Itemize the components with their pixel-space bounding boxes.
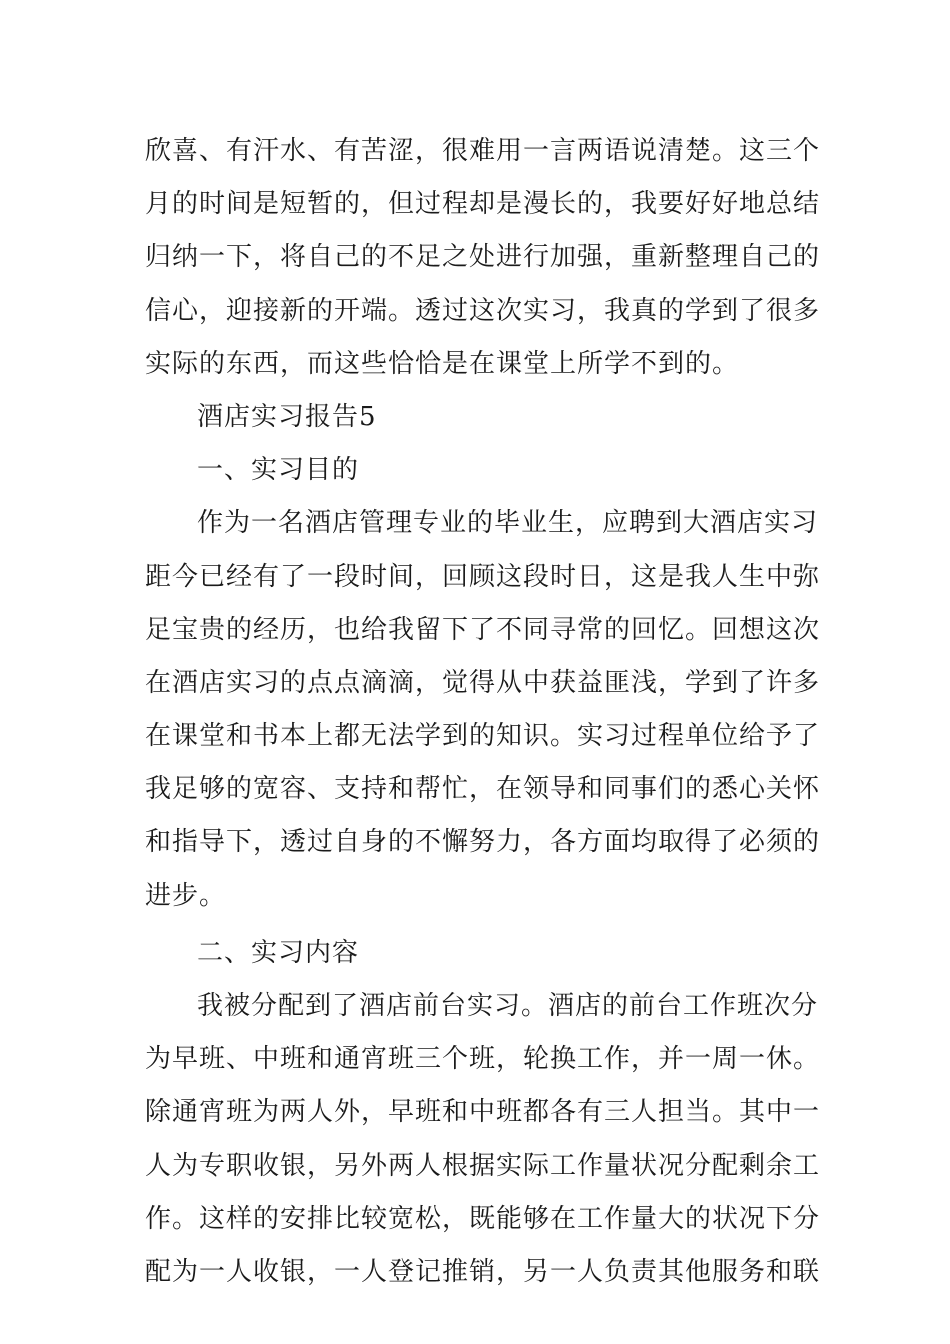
paragraph-line: 在课堂和书本上都无法学到的知识。实习过程单位给予了 — [145, 721, 821, 752]
paragraph-line: 月的时间是短暂的，但过程却是漫长的，我要好好地总结 — [145, 189, 821, 220]
paragraph-line: 人为专职收银，另外两人根据实际工作量状况分配剩余工 — [145, 1150, 821, 1181]
report-title: 酒店实习报告5 — [197, 401, 377, 432]
paragraph-line: 信心，迎接新的开端。透过这次实习，我真的学到了很多 — [145, 295, 821, 326]
paragraph-line: 足宝贵的经历，也给我留下了不同寻常的回忆。回想这次 — [145, 614, 821, 645]
paragraph-line: 我被分配到了酒店前台实习。酒店的前台工作班次分 — [197, 991, 819, 1021]
document-body — [145, 125, 821, 1299]
paragraph-line: 距今已经有了一段时间，回顾这段时日，这是我人生中弥 — [145, 561, 821, 592]
paragraph-line: 和指导下，透过自身的不懈努力，各方面均取得了必须的 — [145, 827, 821, 858]
paragraph-line: 配为一人收银，一人登记推销，另一人负责其他服务和联 — [145, 1256, 821, 1287]
paragraph-line: 我足够的宽容、支持和帮忙，在领导和同事们的悉心关怀 — [145, 774, 821, 805]
paragraph-line: 除通宵班为两人外，早班和中班都各有三人担当。其中一 — [145, 1097, 821, 1128]
section-heading-purpose: 一、实习目的 — [197, 455, 360, 486]
paragraph-line: 欣喜、有汗水、有苦涩，很难用一言两语说清楚。这三个 — [145, 136, 821, 166]
paragraph-line: 作。这样的安排比较宽松，既能够在工作量大的状况下分 — [145, 1203, 821, 1234]
section-heading-content: 二、实习内容 — [197, 937, 360, 968]
paragraph-line: 为早班、中班和通宵班三个班，轮换工作，并一周一休。 — [145, 1044, 821, 1075]
paragraph-line: 归纳一下，将自己的不足之处进行加强，重新整理自己的 — [145, 242, 821, 273]
paragraph-line: 进步。 — [145, 880, 227, 911]
paragraph-line: 实际的东西，而这些恰恰是在课堂上所学不到的。 — [145, 348, 740, 379]
paragraph-line: 作为一名酒店管理专业的毕业生，应聘到大酒店实习 — [197, 508, 819, 539]
paragraph-line: 在酒店实习的点点滴滴，觉得从中获益匪浅，学到了许多 — [145, 667, 821, 698]
